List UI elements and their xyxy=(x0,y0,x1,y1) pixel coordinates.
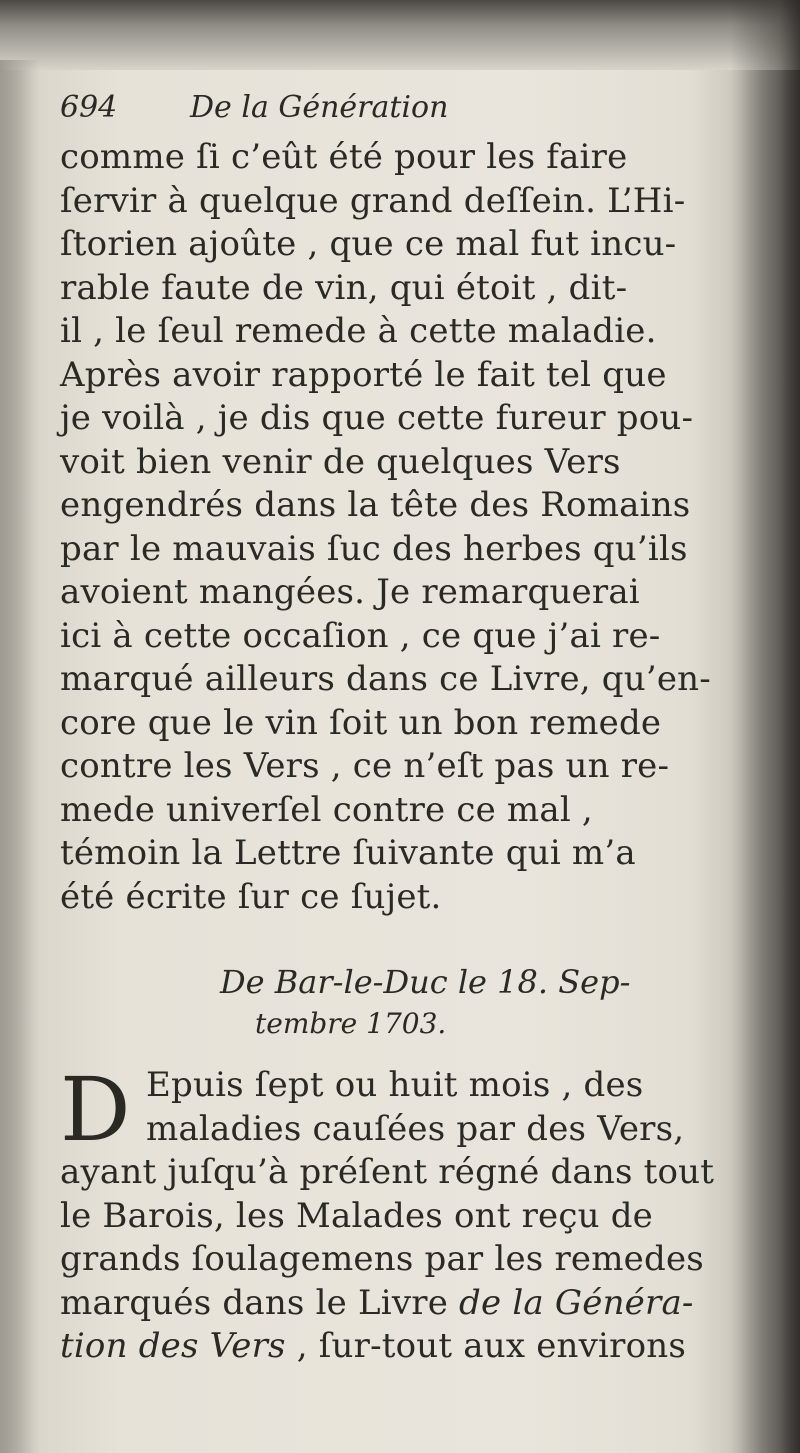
text-line xyxy=(60,1282,740,1326)
text-line: core que le vin ſoit un bon remede xyxy=(60,702,662,743)
text-line: il , le ſeul remede à cette maladie. xyxy=(60,311,657,351)
text-line: mede univerſel contre ce mal , xyxy=(60,789,593,830)
letter-body xyxy=(60,1058,740,1369)
text-block xyxy=(60,90,740,1369)
text-line: rable faute de vin, qui étoit , dit- xyxy=(60,267,628,308)
running-head: De la Génération xyxy=(190,90,449,125)
text-line: été écrite ſur ce ſujet. xyxy=(60,876,442,917)
text-line: je voilà , je dis que cette fureur pou- xyxy=(60,398,694,438)
text-line: Après avoir rapporté le fait tel que xyxy=(60,354,667,395)
letter-dateline: De Bar-le-Duc le 18. Sep- xyxy=(220,963,631,1001)
text-line: ayant juſqu’à préſent régné dans tout xyxy=(60,1152,715,1192)
book-title-italic: de la Généra- xyxy=(459,1282,694,1323)
text-line: Epuis ſept ou huit mois , des xyxy=(146,1065,644,1105)
letter-dateline-continued: tembre 1703. xyxy=(255,1007,447,1040)
text-line: ſtorien ajoûte , que ce mal fut incu- xyxy=(60,224,677,264)
text-segment: , ſur-tout aux environs xyxy=(285,1326,686,1366)
text-line: maladies cauſées par des Vers, xyxy=(146,1108,685,1149)
text-line: engendrés dans la tête des Romains xyxy=(60,485,691,525)
drop-cap: D xyxy=(60,1058,131,1161)
text-line: avoient mangées. Je remarquerai xyxy=(60,572,640,612)
text-line: par le mauvais ſuc des herbes qu’ils xyxy=(60,528,688,569)
text-segment: marqués dans le Livre xyxy=(60,1282,460,1323)
text-line: le Barois, les Malades ont reçu de xyxy=(60,1195,653,1236)
text-line: ſervir à quelque grand deſſein. L’Hi- xyxy=(60,180,686,221)
text-line xyxy=(60,1325,740,1369)
book-title-italic: tion des Vers xyxy=(60,1326,286,1366)
text-line: ici à cette occaſion , ce que j’ai re- xyxy=(60,615,661,656)
body-paragraph xyxy=(60,136,740,919)
page-edge-shadow xyxy=(730,0,800,1453)
text-line: marqué ailleurs dans ce Livre, qu’en- xyxy=(60,659,711,699)
text-line: témoin la Lettre ſuivante qui m’a xyxy=(60,833,636,873)
page-header xyxy=(60,90,740,136)
text-line: grands ſoulagemens par les remedes xyxy=(60,1239,704,1279)
page-number: 694 xyxy=(60,90,118,125)
text-line: contre les Vers , ce n’eſt pas un re- xyxy=(60,746,670,786)
page-top-shadow xyxy=(0,0,800,70)
text-line: voit bien venir de quelques Vers xyxy=(60,441,621,482)
text-line: comme ſi c’eût été pour les faire xyxy=(60,137,628,177)
gutter-shadow xyxy=(0,60,40,1453)
